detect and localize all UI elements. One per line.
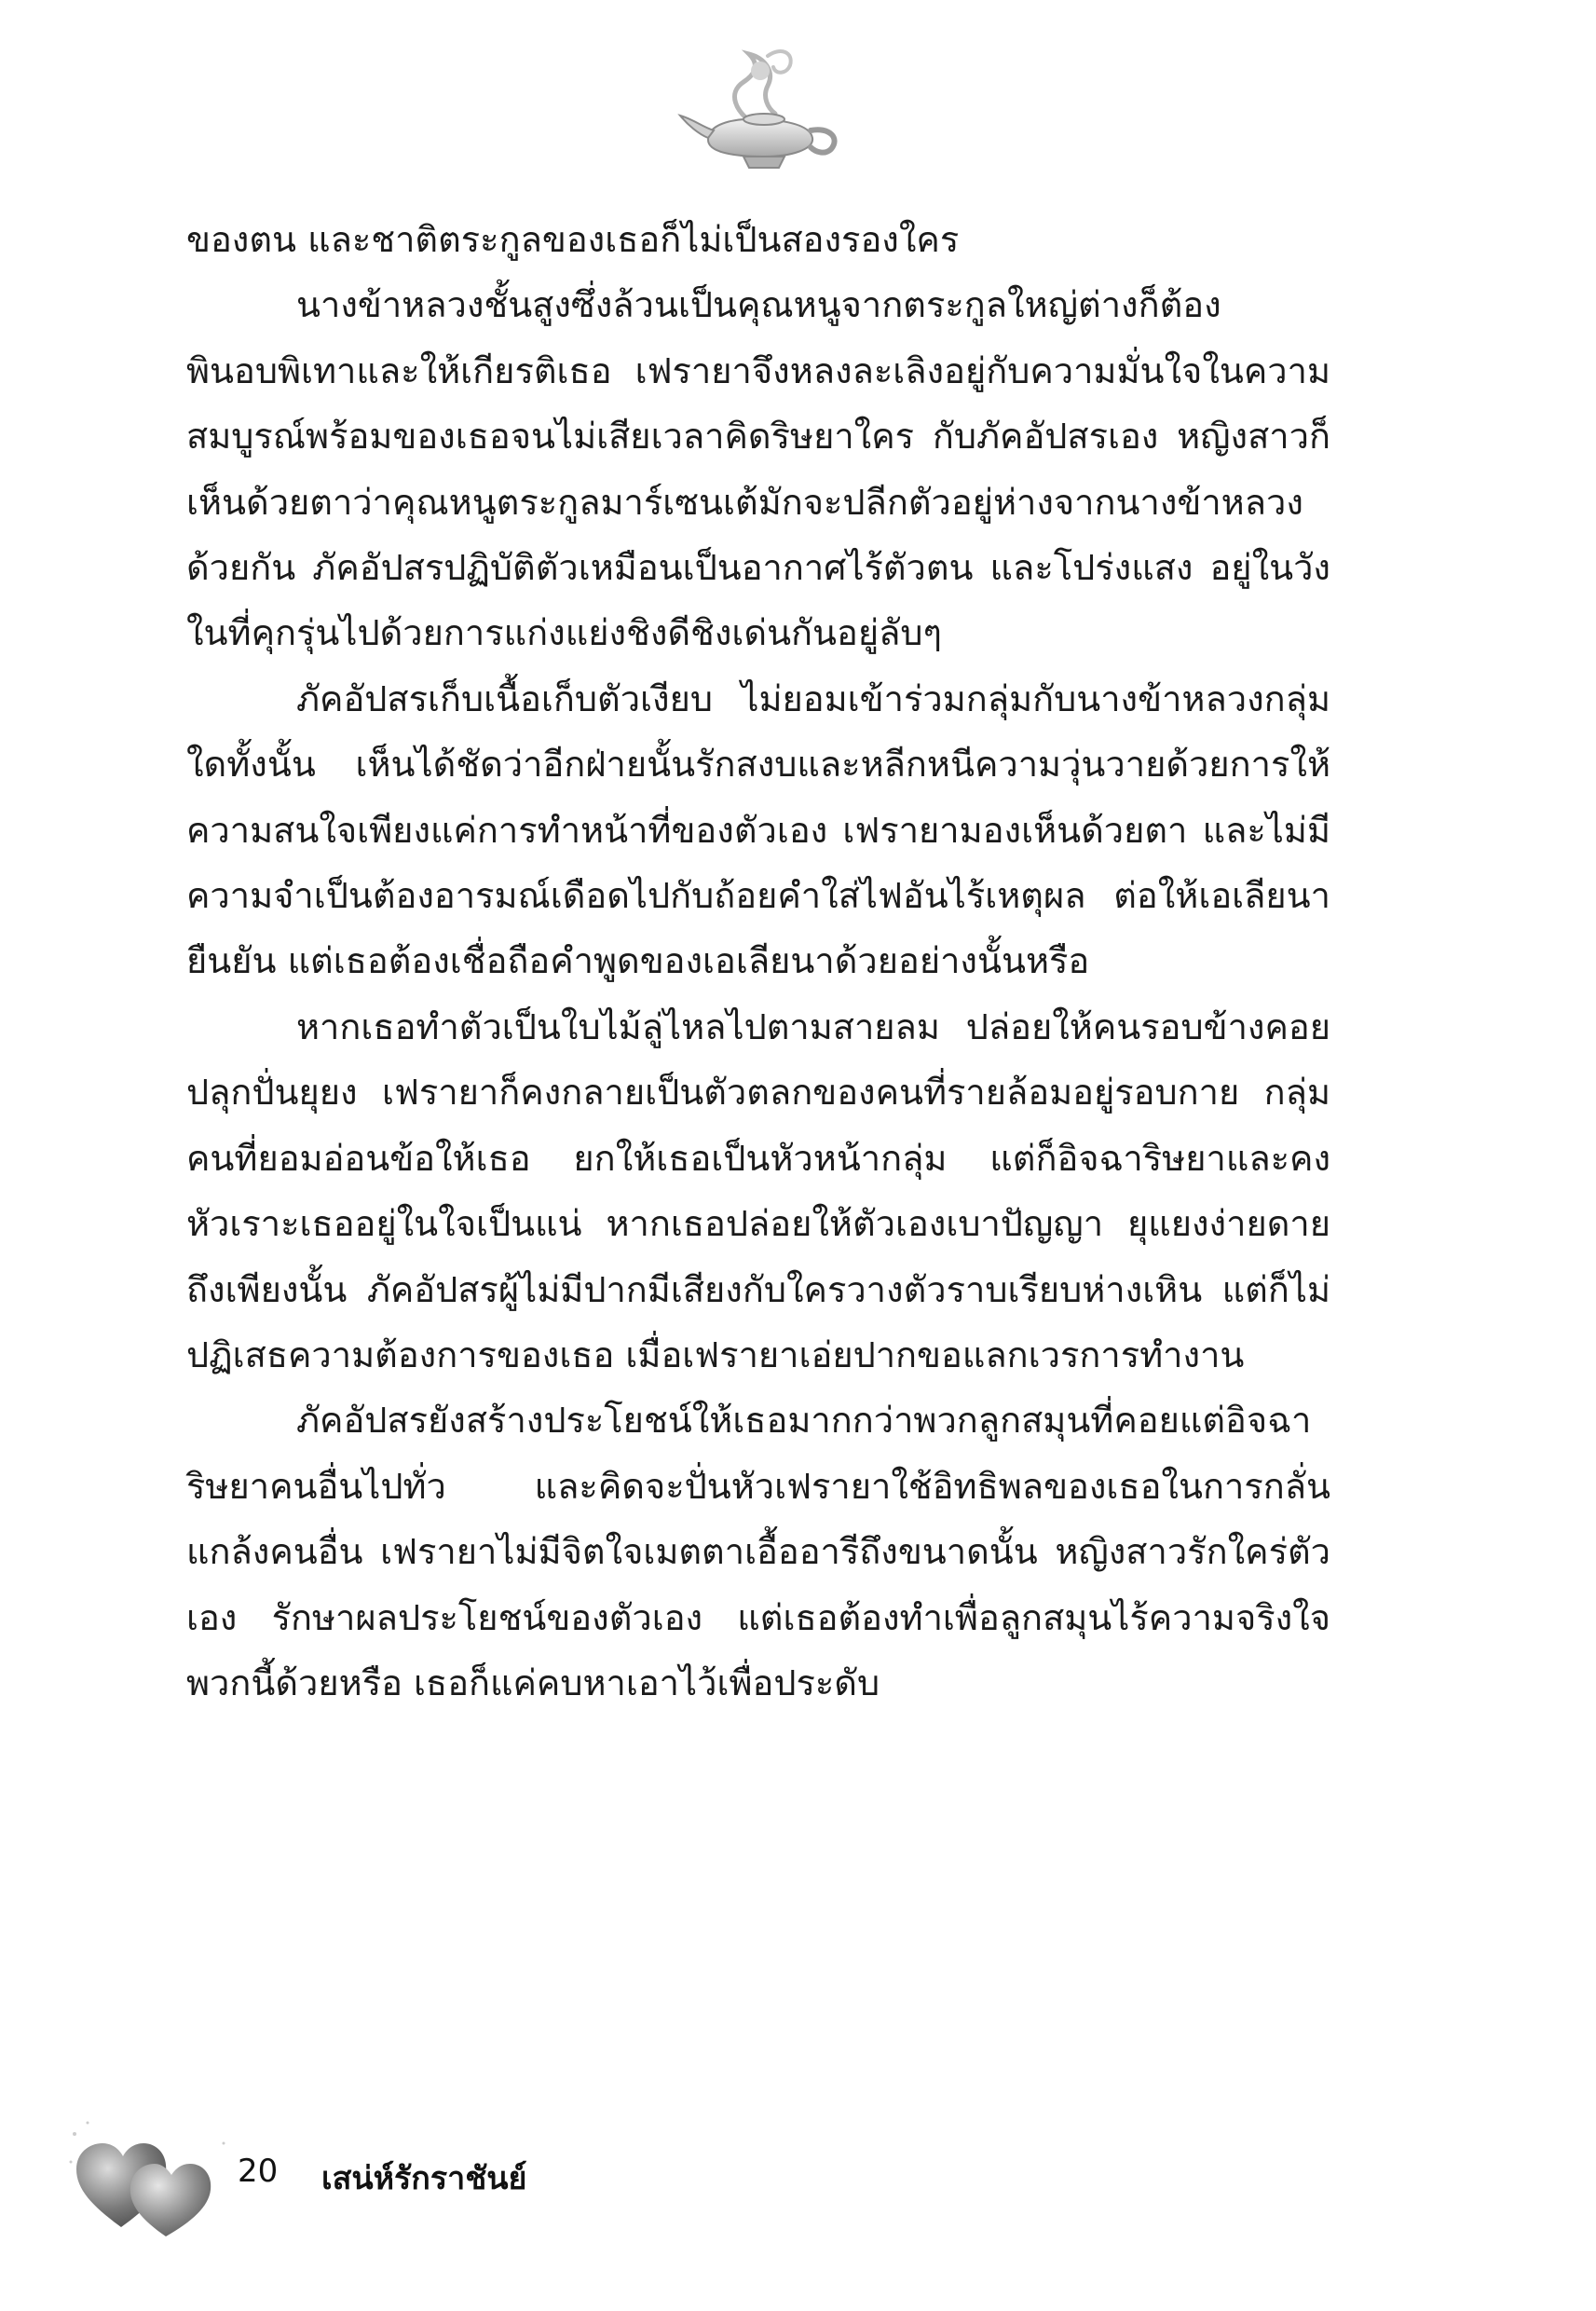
paragraph: ภัคอัปสรเก็บเนื้อเก็บตัวเงียบ ไม่ยอมเข้าร่วมกลุ่มกับนางข้าหลวงกลุ่มใดทั้งนั้น เห็นได้ชัดว่าอีกฝ่ายนั้นรักสงบและหลีกหนีความวุ่นวายด้วยการให้ความสนใจเพียงแค่การทำหน้าที่ของตัวเอง เฟรายามองเห็นด้วยตา และไม่มีความจำเป็นต้องอารมณ์เดือดไปกับถ้อยคำใส่ไฟอันไร้เหตุผล ต่อให้เอเลียนายืนยัน แต่เธอต้องเชื่อถือคำพูดของเอเลียนาด้วยอย่างนั้นหรือ <box>186 677 1330 982</box>
paragraph: ภัคอัปสรยังสร้างประโยชน์ให้เธอมากกว่าพวกลูกสมุนที่คอยแต่อิจฉาริษยาคนอื่นไปทั่ว และคิดจะปั่นหัวเฟรายาใช้อิทธิพลของเธอในการกลั่นแกล้งคนอื่น เฟรายาไม่มีจิตใจเมตตาเอื้ออารีถึงขนาดนั้น หญิงสาวรักใคร่ตัวเอง รักษาผลประโยชน์ของตัวเอง แต่เธอต้องทำเพื่อลูกสมุนไร้ความจริงใจพวกนี้ด้วยหรือ เธอก็แค่คบหาเอาไว้เพื่อประดับ <box>186 1400 1330 1703</box>
paragraph: ของตน และชาติตระกูลของเธอก็ไม่เป็นสองรองใคร <box>186 219 960 260</box>
page-footer <box>0 2106 1596 2255</box>
hearts-icon <box>56 2106 242 2246</box>
book-title: เสน่ห์รักราชันย์ <box>321 2160 527 2197</box>
page-number: 20 <box>238 2153 279 2190</box>
paragraph: หากเธอทำตัวเป็นใบไม้ลู่ไหลไปตามสายลม ปล่อยให้คนรอบข้างคอยปลุกปั่นยุยง เฟรายาก็คงกลายเป็นตัวตลกของคนที่รายล้อมอยู่รอบกาย กลุ่มคนที่ยอมอ่อนข้อให้เธอ ยกให้เธอเป็นหัวหน้ากลุ่ม แต่ก็อิจฉาริษยาและคงหัวเราะเธออยู่ในใจเป็นแน่ หากเธอปล่อยให้ตัวเองเบาปัญญา ยุแยงง่ายดายถึงเพียงนั้น ภัคอัปสรผู้ไม่มีปากมีเสียงกับใครวางตัวราบเรียบห่างเหิน แต่ก็ไม่ปฏิเสธความต้องการของเธอ เมื่อเฟรายาเอ่ยปากขอแลกเวรการทำงาน <box>186 1005 1330 1375</box>
paragraph: นางข้าหลวงชั้นสูงซึ่งล้วนเป็นคุณหนูจากตระกูลใหญ่ต่างก็ต้องพินอบพิเทาและให้เกียรติเธอ เฟรายาจึงหลงละเลิงอยู่กับความมั่นใจในความสมบูรณ์พร้อมของเธอจนไม่เสียเวลาคิดริษยาใคร กับภัคอัปสรเอง หญิงสาวก็เห็นด้วยตาว่าคุณหนูตระกูลมาร์เซนเต้มักจะปลีกตัวอยู่ห่างจากนางข้าหลวงด้วยกัน ภัคอัปสรปฏิบัติตัวเหมือนเป็นอากาศไร้ตัวตน และโปร่งแสง อยู่ในวังในที่คุกรุ่นไปด้วยการแก่งแย่งชิงดีชิงเด่นกันอยู่ลับๆ <box>186 284 1330 654</box>
body-text <box>186 207 1330 1716</box>
genie-lamp-icon <box>671 37 848 177</box>
